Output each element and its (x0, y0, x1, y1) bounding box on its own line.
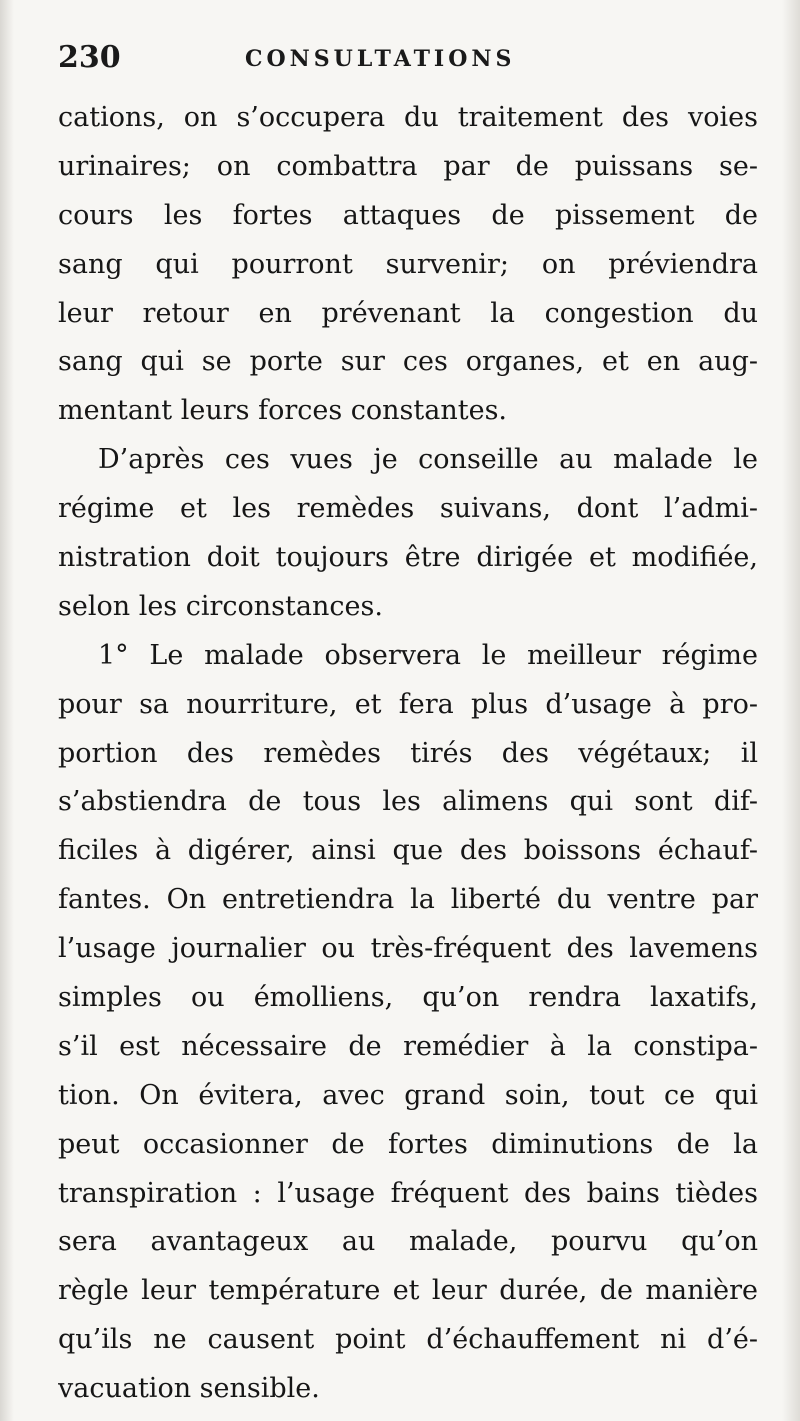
running-title: CONSULTATIONS (245, 46, 516, 72)
body-text (58, 94, 758, 1414)
scan-shadow-right (782, 0, 800, 1421)
text-line: pour sa nourriture, et fera plus d’usage à pro- (58, 688, 758, 720)
text-line: qu’ils ne causent point d’échauffement ni d’é- (58, 1324, 758, 1356)
text-line: mentant leurs forces constantes. (58, 395, 508, 427)
text-line: peut occasionner de fortes diminutions de la (58, 1128, 758, 1160)
scan-shadow-left (0, 0, 14, 1421)
text-line: s’abstiendra de tous les alimens qui sont dif- (58, 786, 758, 818)
text-line: sang qui pourront survenir; on préviendra (58, 248, 758, 280)
text-line: fantes. On entretiendra la liberté du ventre par (58, 884, 758, 916)
text-line: sang qui se porte sur ces organes, et en aug- (58, 346, 758, 378)
text-line: cours les fortes attaques de pissement de (58, 199, 758, 231)
text-line: règle leur température et leur durée, de manière (58, 1275, 758, 1307)
text-line: D’après ces vues je conseille au malade le (98, 444, 758, 476)
text-line: selon les circonstances. (58, 590, 383, 622)
text-line: nistration doit toujours être dirigée et modifiée, (58, 542, 758, 574)
text-line: portion des remèdes tirés des végétaux; il (58, 737, 758, 769)
text-line: urinaires; on combattra par de puissans se- (58, 150, 758, 182)
page-number: 230 (58, 40, 121, 75)
text-line: régime et les remèdes suivans, dont l’admi- (58, 493, 758, 525)
text-line: sera avantageux au malade, pourvu qu’on (58, 1226, 758, 1258)
text-line: s’il est nécessaire de remédier à la constipa- (58, 1030, 758, 1062)
text-line: tion. On évitera, avec grand soin, tout ce qui (58, 1079, 758, 1111)
text-line: vacuation sensible. (58, 1373, 320, 1405)
text-line: cations, on s’occupera du traitement des voies (58, 102, 758, 133)
text-line: l’usage journalier ou très-fréquent des lavemens (58, 933, 758, 965)
text-line: leur retour en prévenant la congestion du (58, 297, 758, 329)
text-line: transpiration : l’usage fréquent des bains tièdes (58, 1177, 758, 1209)
running-head (58, 40, 758, 90)
text-line: simples ou émolliens, qu’on rendra laxatifs, (58, 982, 758, 1014)
text-line: ficiles à digérer, ainsi que des boissons échauf- (58, 835, 758, 867)
text-line: 1° Le malade observera le meilleur régime (98, 639, 758, 671)
